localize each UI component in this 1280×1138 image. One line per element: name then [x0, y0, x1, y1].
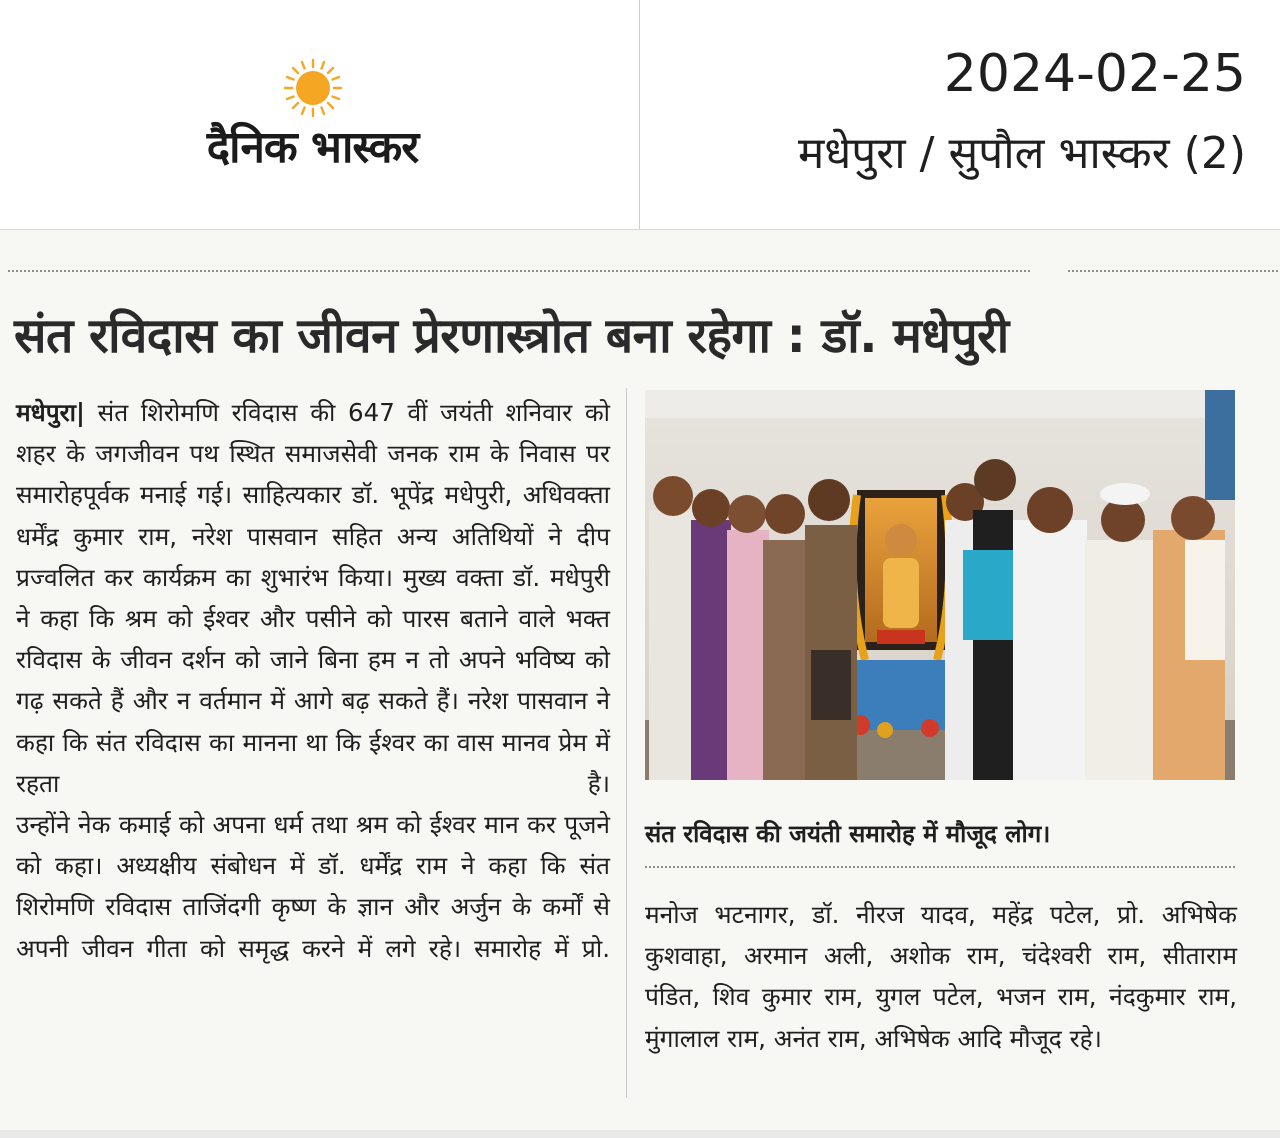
- header-divider: [639, 0, 640, 230]
- top-dotted-rule-right: [1068, 270, 1278, 275]
- bottom-edge: [0, 1130, 1280, 1138]
- paragraph-text: संत शिरोमणि रविदास की 647 वीं जयंती शनिवार को शहर के जगजीवन पथ स्थित समाजसेवी जनक राम के निवास पर समारोहपूर्वक मनाई गई। साहित्यकार डॉ. भूपेंद्र मधेपुरी, अधिवक्ता धर्मेंद्र कुमार राम, नरेश पासवान सहित अन्य अतिथियों ने दीप प्रज्वलित कर कार्यक्रम का शुभारंभ किया। मुख्य वक्ता डॉ. मधेपुरी ने कहा कि श्रम को ईश्वर और पसीने को पारस बताने वाले भक्त रविदास के जीवन दर्शन को जाने बिना हम न तो अपने भविष्य को गढ़ सकते हैं और न वर्तमान में आगे बढ़ सकते हैं। नरेश पासवान ने कहा कि संत रविदास का मानना था कि ईश्वर का वास मानव प्रेम में रहता है।: [16, 398, 610, 798]
- top-dotted-rule: [8, 270, 1030, 275]
- caption-dotted-rule: [645, 866, 1235, 868]
- event-photo: [645, 390, 1235, 780]
- article-body-right: मनोज भटनागर, डॉ. नीरज यादव, महेंद्र पटेल, प्रो. अभिषेक कुशवाहा, अरमान अली, अशोक राम, चंदेश्वरी राम, सीताराम पंडित, शिव कुमार राम, युगल पटेल, भजन राम, नंदकुमार राम, मुंगालाल राम, अनंत राम, अभिषेक आदि मौजूद रहे।: [645, 900, 1237, 1053]
- article-headline: संत रविदास का जीवन प्रेरणास्त्रोत बना रहेगा : डॉ. मधेपुरी: [14, 308, 1009, 364]
- article-paragraph: [16, 392, 610, 804]
- publication-date: 2024-02-25: [943, 44, 1246, 104]
- edition-name: मधेपुरा / सुपौल भास्कर (2): [797, 128, 1246, 179]
- dateline: मधेपुरा|: [16, 398, 85, 427]
- sun-logo-icon: [283, 58, 343, 118]
- article-body-left: [16, 392, 610, 969]
- column-divider: [626, 388, 627, 1098]
- newspaper-logo-text: दैनिक भास्कर: [206, 122, 419, 173]
- photo-caption: संत रविदास की जयंती समारोह में मौजूद लोग।: [645, 820, 1051, 848]
- page-header: [0, 0, 1280, 230]
- article-paragraph: उन्होंने नेक कमाई को अपना धर्म तथा श्रम को ईश्वर मान कर पूजने को कहा। अध्यक्षीय संबोधन में डॉ. धर्मेंद्र राम ने कहा कि संत शिरोमणि रविदास ताजिंदगी कृष्ण के ज्ञान और अर्जुन के कर्मों से अपनी जीवन गीता को समृद्ध करने में लगे रहे। समारोह में प्रो.: [16, 810, 610, 963]
